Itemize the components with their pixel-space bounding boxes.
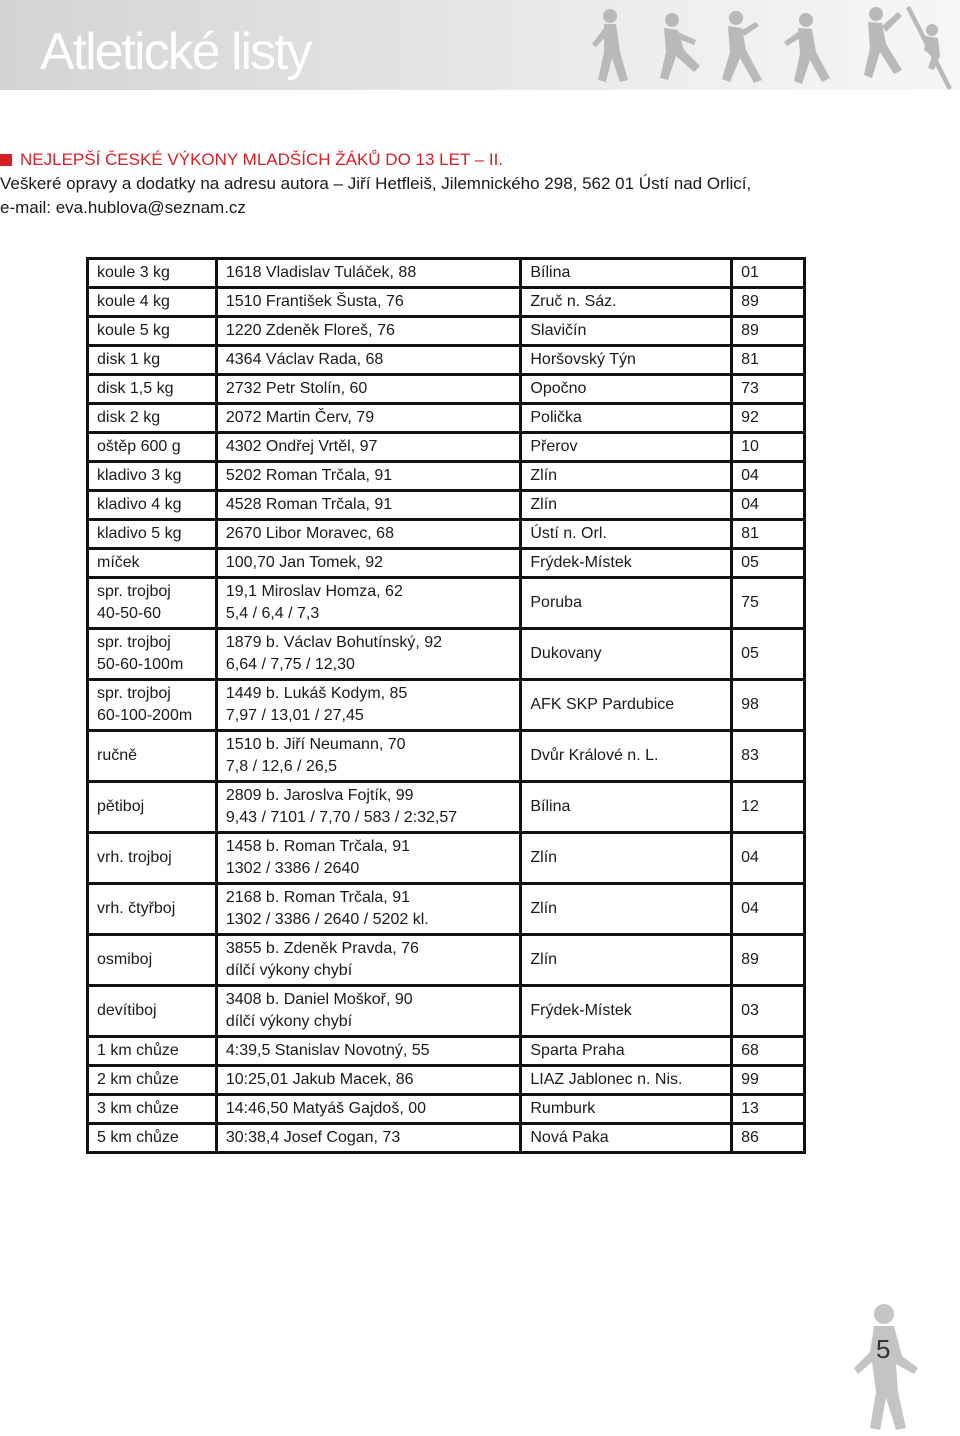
result-cell-line: 1510 František Šusta, 76 [225,293,404,310]
year-cell-line: 89 [741,951,759,968]
event-cell-line: pětiboj [97,798,145,815]
club-cell-line: Ústí n. Orl. [530,525,607,542]
event-cell [88,680,217,731]
result-cell-line: 2732 Petr Stolín, 60 [225,380,368,397]
event-cell [88,491,217,520]
table-row [88,680,805,731]
year-cell [732,317,805,346]
club-cell [521,288,732,317]
event-cell-line: disk 2 kg [97,409,161,426]
club-cell [521,680,732,731]
result-cell-line-2: dílčí výkony chybí [225,962,353,979]
page-number: 5 [876,1334,891,1364]
club-cell-line: Bílina [530,264,571,281]
year-cell [732,986,805,1037]
year-cell [732,935,805,986]
year-cell-line: 75 [741,594,759,611]
result-cell-line: 19,1 Miroslav Homza, 62 [225,583,403,600]
event-cell [88,629,217,680]
club-cell [521,782,732,833]
result-cell [216,833,521,884]
result-cell-line-2: 5,4 / 6,4 / 7,3 [225,605,320,622]
table-row [88,462,805,491]
table-row [88,520,805,549]
result-cell [216,346,521,375]
result-cell-line: 1510 b. Jiří Neumann, 70 [225,736,406,753]
event-cell-line: oštěp 600 g [97,438,181,455]
year-cell [732,433,805,462]
table-row [88,259,805,288]
event-cell-line: kladivo 4 kg [97,496,182,513]
table-row [88,346,805,375]
result-cell [216,1124,521,1153]
athletes-silhouettes-icon [580,0,960,90]
result-cell-line: 2809 b. Jaroslva Fojtík, 99 [225,787,414,804]
club-cell [521,491,732,520]
event-cell-line: míček [97,554,140,571]
club-cell [521,549,732,578]
club-cell-line: Zlín [530,900,558,917]
year-cell-line: 13 [741,1100,759,1117]
result-cell-line-2: 6,64 / 7,75 / 12,30 [225,656,355,673]
year-cell-line: 03 [741,1002,759,1019]
year-cell [732,549,805,578]
table-row [88,629,805,680]
result-cell-line: 2168 b. Roman Trčala, 91 [225,889,410,906]
result-cell-line: 1879 b. Václav Bohutínský, 92 [225,634,443,651]
result-cell [216,520,521,549]
year-cell-line: 04 [741,849,759,866]
club-cell [521,1124,732,1153]
result-cell [216,317,521,346]
result-cell [216,731,521,782]
year-cell-line: 01 [741,264,759,281]
club-cell-line: Polička [530,409,582,426]
event-cell-line: disk 1 kg [97,351,161,368]
result-cell-line: 30:38,4 Josef Cogan, 73 [225,1129,401,1146]
club-cell-line: Zlín [530,849,558,866]
year-cell-line: 73 [741,380,759,397]
club-cell-line: Bílina [530,798,571,815]
club-cell-line: Dvůr Králové n. L. [530,747,659,764]
event-cell-line: devítiboj [97,1002,157,1019]
result-cell-line: 2670 Libor Moravec, 68 [225,525,394,542]
event-cell-line: disk 1,5 kg [97,380,174,397]
header-band [0,0,960,90]
result-cell-line: 4:39,5 Stanislav Novotný, 55 [225,1042,430,1059]
club-cell-line: Zruč n. Sáz. [530,293,617,310]
event-cell-line: 1 km chůze [97,1042,179,1059]
event-cell [88,1037,217,1066]
table-row [88,549,805,578]
result-cell-line-2: 7,8 / 12,6 / 26,5 [225,758,338,775]
result-cell-line-2: dílčí výkony chybí [225,1013,353,1030]
event-cell [88,731,217,782]
club-cell-line: Opočno [530,380,587,397]
year-cell [732,884,805,935]
table-row [88,884,805,935]
event-cell [88,833,217,884]
club-cell-line: Frýdek-Místek [530,554,632,571]
event-cell-line: kladivo 5 kg [97,525,182,542]
result-cell [216,935,521,986]
result-cell [216,1095,521,1124]
club-cell-line: Zlín [530,496,558,513]
club-cell [521,578,732,629]
records-table [86,257,806,1154]
result-cell-line: 14:46,50 Matyáš Gajdoš, 00 [225,1100,426,1117]
table-row [88,1037,805,1066]
club-cell-line: Zlín [530,467,558,484]
table-row [88,1066,805,1095]
result-cell-line: 10:25,01 Jakub Macek, 86 [225,1071,414,1088]
year-cell [732,1124,805,1153]
red-square-bullet-icon [0,154,12,166]
club-cell-line: Sparta Praha [530,1042,625,1059]
year-cell-line: 81 [741,351,759,368]
event-cell [88,404,217,433]
result-cell-line-2: 1302 / 3386 / 2640 / 5202 kl. [225,911,429,928]
event-cell [88,549,217,578]
year-cell-line: 86 [741,1129,759,1146]
table-row [88,491,805,520]
year-cell-line: 04 [741,496,759,513]
club-cell [521,731,732,782]
club-cell [521,259,732,288]
result-cell [216,259,521,288]
year-cell-line: 89 [741,322,759,339]
table-row [88,375,805,404]
result-cell-line: 1220 Zdeněk Floreš, 76 [225,322,395,339]
email-line: e-mail: eva.hublova@seznam.cz [0,198,246,217]
event-cell-line: spr. trojboj [97,634,171,651]
club-cell-line: Slavičín [530,322,587,339]
year-cell-line: 05 [741,554,759,571]
club-cell-line: Horšovský Týn [530,351,636,368]
year-cell [732,782,805,833]
event-cell-line: 2 km chůze [97,1071,179,1088]
table-row [88,833,805,884]
result-cell-line: 1618 Vladislav Tuláček, 88 [225,264,417,281]
event-cell-line-2: 50-60-100m [97,656,184,673]
event-cell [88,375,217,404]
year-cell [732,629,805,680]
year-cell-line: 68 [741,1042,759,1059]
result-cell-line: 4364 Václav Rada, 68 [225,351,384,368]
result-cell-line: 1449 b. Lukáš Kodym, 85 [225,685,408,702]
event-cell [88,288,217,317]
year-cell [732,1037,805,1066]
club-cell-line: Poruba [530,594,582,611]
event-cell-line: koule 5 kg [97,322,170,339]
club-cell [521,884,732,935]
event-cell [88,578,217,629]
publication-title: Atletické listy [40,23,311,81]
year-cell [732,259,805,288]
result-cell [216,462,521,491]
club-cell [521,629,732,680]
club-cell-line: AFK SKP Pardubice [530,696,675,713]
event-cell-line: vrh. čtyřboj [97,900,176,917]
event-cell-line: vrh. trojboj [97,849,172,866]
result-cell-line: 4528 Roman Trčala, 91 [225,496,393,513]
result-cell [216,782,521,833]
club-cell [521,520,732,549]
event-cell-line: 3 km chůze [97,1100,179,1117]
club-cell [521,935,732,986]
result-cell [216,680,521,731]
event-cell-line: osmiboj [97,951,153,968]
table-row [88,1124,805,1153]
club-cell-line: Zlín [530,951,558,968]
club-cell [521,1066,732,1095]
year-cell-line: 89 [741,293,759,310]
table-row [88,317,805,346]
result-cell-line: 1458 b. Roman Trčala, 91 [225,838,410,855]
event-cell [88,259,217,288]
club-cell [521,462,732,491]
event-cell-line: ručně [97,747,138,764]
club-cell [521,375,732,404]
year-cell-line: 04 [741,900,759,917]
table-row [88,986,805,1037]
result-cell [216,1066,521,1095]
result-cell-line: 4302 Ondřej Vrtěl, 97 [225,438,378,455]
result-cell [216,629,521,680]
club-cell [521,833,732,884]
address-line: Veškeré opravy a dodatky na adresu autora – Jiří Hetfleiš, Jilemnického 298, 562 01 Ústí nad Orlicí, [0,174,752,193]
year-cell [732,833,805,884]
result-cell-line: 3855 b. Zdeněk Pravda, 76 [225,940,419,957]
table-row [88,404,805,433]
year-cell [732,404,805,433]
club-cell [521,986,732,1037]
year-cell-line: 99 [741,1071,759,1088]
year-cell [732,731,805,782]
event-cell-line: 5 km chůze [97,1129,179,1146]
year-cell-line: 98 [741,696,759,713]
result-cell-line-2: 7,97 / 13,01 / 27,45 [225,707,364,724]
event-cell [88,520,217,549]
event-cell [88,1066,217,1095]
club-cell [521,1095,732,1124]
year-cell [732,578,805,629]
intro-block [0,148,940,220]
result-cell-line: 3408 b. Daniel Moškoř, 90 [225,991,413,1008]
year-cell [732,462,805,491]
year-cell [732,680,805,731]
table-row [88,288,805,317]
event-cell [88,884,217,935]
result-cell [216,404,521,433]
club-cell-line: Frýdek-Místek [530,1002,632,1019]
table-row [88,433,805,462]
event-cell [88,433,217,462]
event-cell-line: koule 3 kg [97,264,170,281]
result-cell-line-2: 9,43 / 7101 / 7,70 / 583 / 2:32,57 [225,809,458,826]
year-cell-line: 92 [741,409,759,426]
result-cell [216,1037,521,1066]
club-cell [521,1037,732,1066]
year-cell [732,491,805,520]
table-row [88,935,805,986]
result-cell-line: 5202 Roman Trčala, 91 [225,467,393,484]
event-cell [88,462,217,491]
year-cell [732,375,805,404]
year-cell-line: 83 [741,747,759,764]
result-cell [216,986,521,1037]
result-cell [216,288,521,317]
result-cell [216,375,521,404]
event-cell [88,935,217,986]
event-cell-line-2: 40-50-60 [97,605,162,622]
club-cell [521,317,732,346]
year-cell-line: 12 [741,798,759,815]
club-cell-line: Rumburk [530,1100,596,1117]
club-cell-line: Přerov [530,438,578,455]
result-cell [216,491,521,520]
year-cell [732,1095,805,1124]
club-cell [521,433,732,462]
club-cell [521,404,732,433]
year-cell-line: 81 [741,525,759,542]
event-cell [88,1095,217,1124]
year-cell [732,346,805,375]
club-cell [521,346,732,375]
event-cell [88,317,217,346]
table-row [88,782,805,833]
result-cell [216,884,521,935]
event-cell [88,346,217,375]
year-cell-line: 10 [741,438,759,455]
year-cell [732,1066,805,1095]
year-cell-line: 04 [741,467,759,484]
table-row [88,578,805,629]
section-heading [0,148,940,172]
section-heading-text: NEJLEPŠÍ ČESKÉ VÝKONY MLADŠÍCH ŽÁKŮ DO 13 LET – II. [20,150,504,169]
result-cell-line: 2072 Martin Červ, 79 [225,409,375,426]
table-row [88,731,805,782]
event-cell-line: spr. trojboj [97,583,171,600]
year-cell [732,288,805,317]
result-cell [216,433,521,462]
event-cell-line-2: 60-100-200m [97,707,193,724]
event-cell-line: koule 4 kg [97,293,170,310]
year-cell-line: 05 [741,645,759,662]
event-cell [88,1124,217,1153]
club-cell-line: Nová Paka [530,1129,609,1146]
records-table-body [88,259,805,1153]
club-cell-line: LIAZ Jablonec n. Nis. [530,1071,683,1088]
event-cell [88,782,217,833]
event-cell [88,986,217,1037]
event-cell-line: spr. trojboj [97,685,171,702]
result-cell-line: 100,70 Jan Tomek, 92 [225,554,384,571]
result-cell [216,549,521,578]
table-row [88,1095,805,1124]
result-cell [216,578,521,629]
runner-silhouette-icon [848,1302,928,1432]
club-cell-line: Dukovany [530,645,602,662]
year-cell [732,520,805,549]
event-cell-line: kladivo 3 kg [97,467,182,484]
result-cell-line-2: 1302 / 3386 / 2640 [225,860,360,877]
